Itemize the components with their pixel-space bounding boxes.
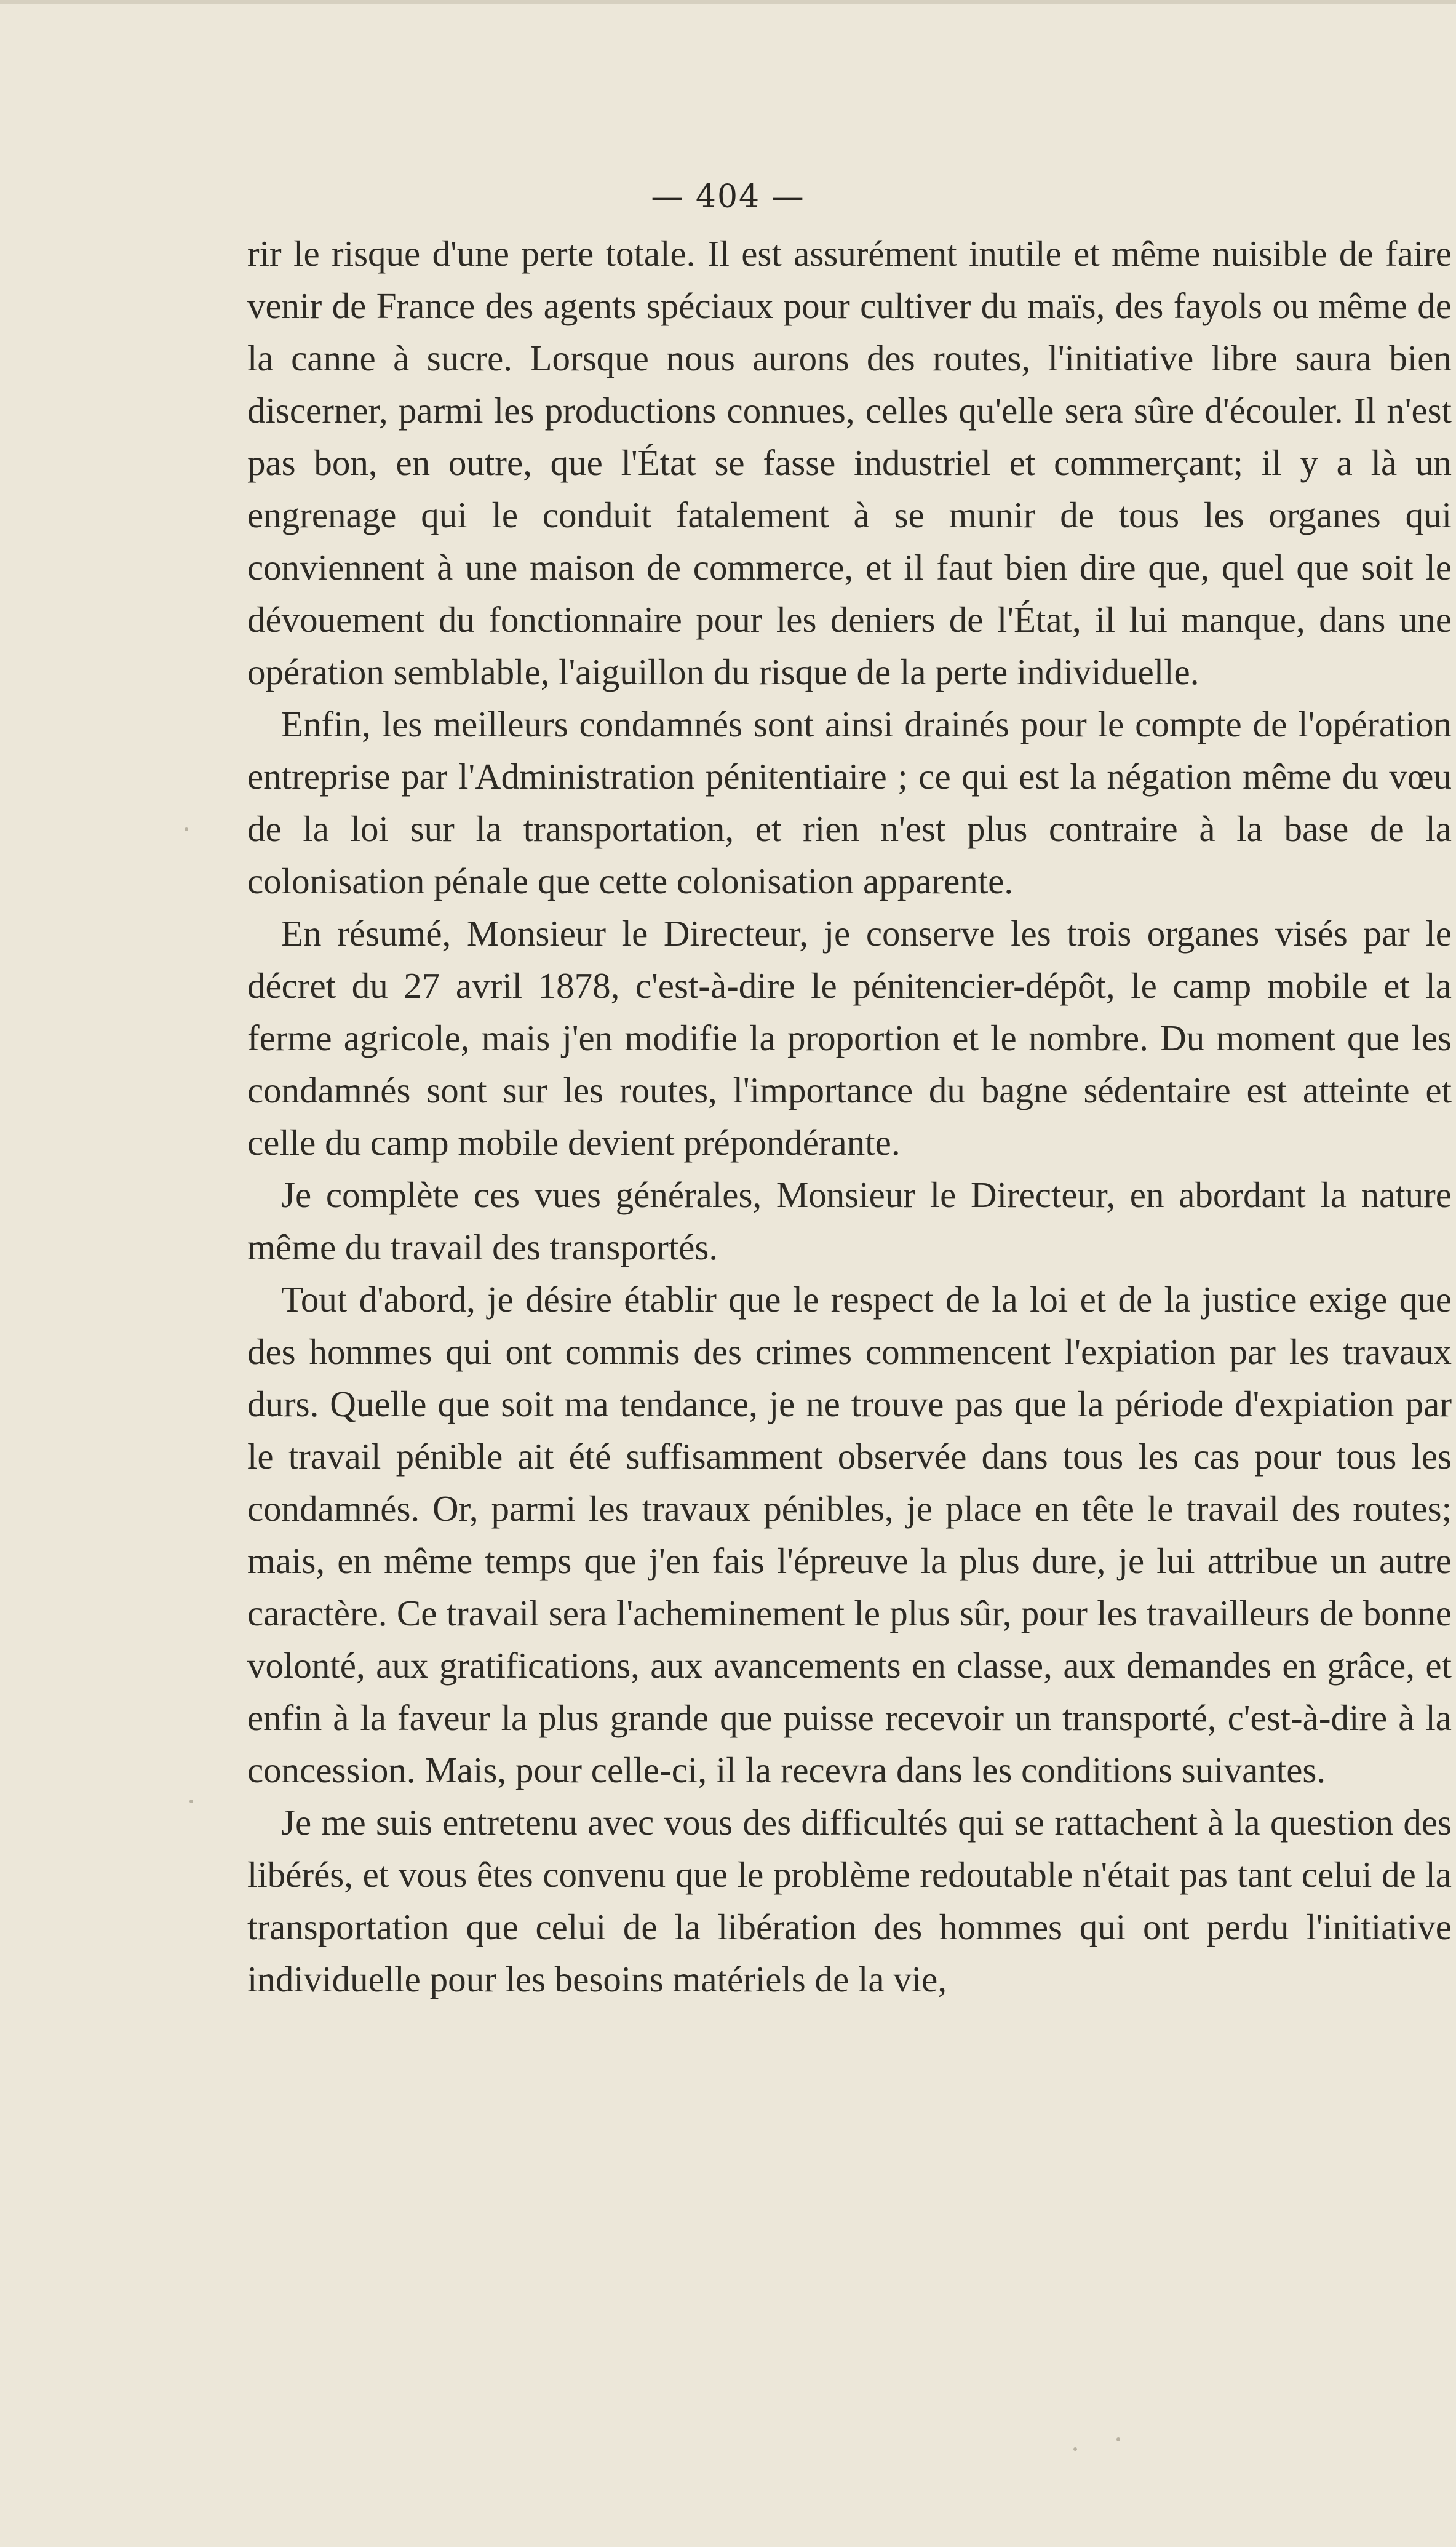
paper-speck (1073, 2447, 1077, 2451)
paragraph: Je me suis entretenu avec vous des difficultés qui se rattachent à la question des libérés, et vous êtes convenu que le problème redoutable n'était pas tant celui de la transportation que celui de la libération des hommes qui ont perdu l'initiative individuelle pour les besoins matériels de la vie, (247, 1802, 1452, 1999)
paragraph: Je complète ces vues générales, Monsieur le Directeur, en abordant la nature même du travail des transportés. (247, 1174, 1452, 1267)
paragraph: En résumé, Monsieur le Directeur, je conserve les trois organes visés par le décret du 27 avril 1878, c'est-à-dire le pénitencier-dépôt, le camp mobile et la ferme agricole, mais j'en modifie la proportion et le nombre. Du moment que les condamnés sont sur les routes, l'importance du bagne sédentaire est atteinte et celle du camp mobile devient prépondérante. (247, 913, 1452, 1163)
paragraph: Tout d'abord, je désire établir que le respect de la loi et de la justice exige que des hommes qui ont commis des crimes commencent l'expiation par les travaux durs. Quelle que soit ma tendance, je ne trouve pas que la période d'expiation par le travail pénible ait été suffisamment observée dans tous les cas pour tous les condamnés. Or, parmi les travaux pénibles, je place en tête le travail des routes; mais, en même temps que j'en fais l'épreuve la plus dure, je lui attribue un autre caractère. Ce travail sera l'acheminement le plus sûr, pour les travailleurs de bonne volonté, aux gratifications, aux avancements en classe, aux demandes en grâce, et enfin à la faveur la plus grande que puisse recevoir un transporté, c'est-à-dire à la concession. Mais, pour celle-ci, il la recevra dans les conditions suivantes. (247, 1279, 1452, 1790)
body-text (247, 228, 1452, 2006)
paragraph-continuation: rir le risque d'une perte totale. Il est assurément inutile et même nuisible de faire venir de France des agents spéciaux pour cultiver du maïs, des fayols ou même de la canne à sucre. Lorsque nous aurons des routes, l'initiative libre saura bien discerner, parmi les productions connues, celles qu'elle sera sûre d'écouler. Il n'est pas bon, en outre, que l'État se fasse industriel et commerçant; il y a là un engrenage qui le conduit fatalement à se munir de tous les organes qui conviennent à une maison de commerce, et il faut bien dire que, quel que soit le dévouement du fonctionnaire pour les deniers de l'État, il lui manque, dans une opération semblable, l'aiguillon du risque de la perte individuelle. (247, 233, 1452, 692)
paper-speck (189, 1800, 193, 1803)
paper-speck (185, 827, 188, 831)
page-number: — 404 — (651, 178, 805, 215)
paper-speck (1116, 2437, 1120, 2441)
paragraph: Enfin, les meilleurs condamnés sont ainsi drainés pour le compte de l'opération entreprise par l'Administration pénitentiaire ; ce qui est la négation même du vœu de la loi sur la transportation, et rien n'est plus contraire à la base de la colonisation pénale que cette colonisation apparente. (247, 704, 1452, 901)
